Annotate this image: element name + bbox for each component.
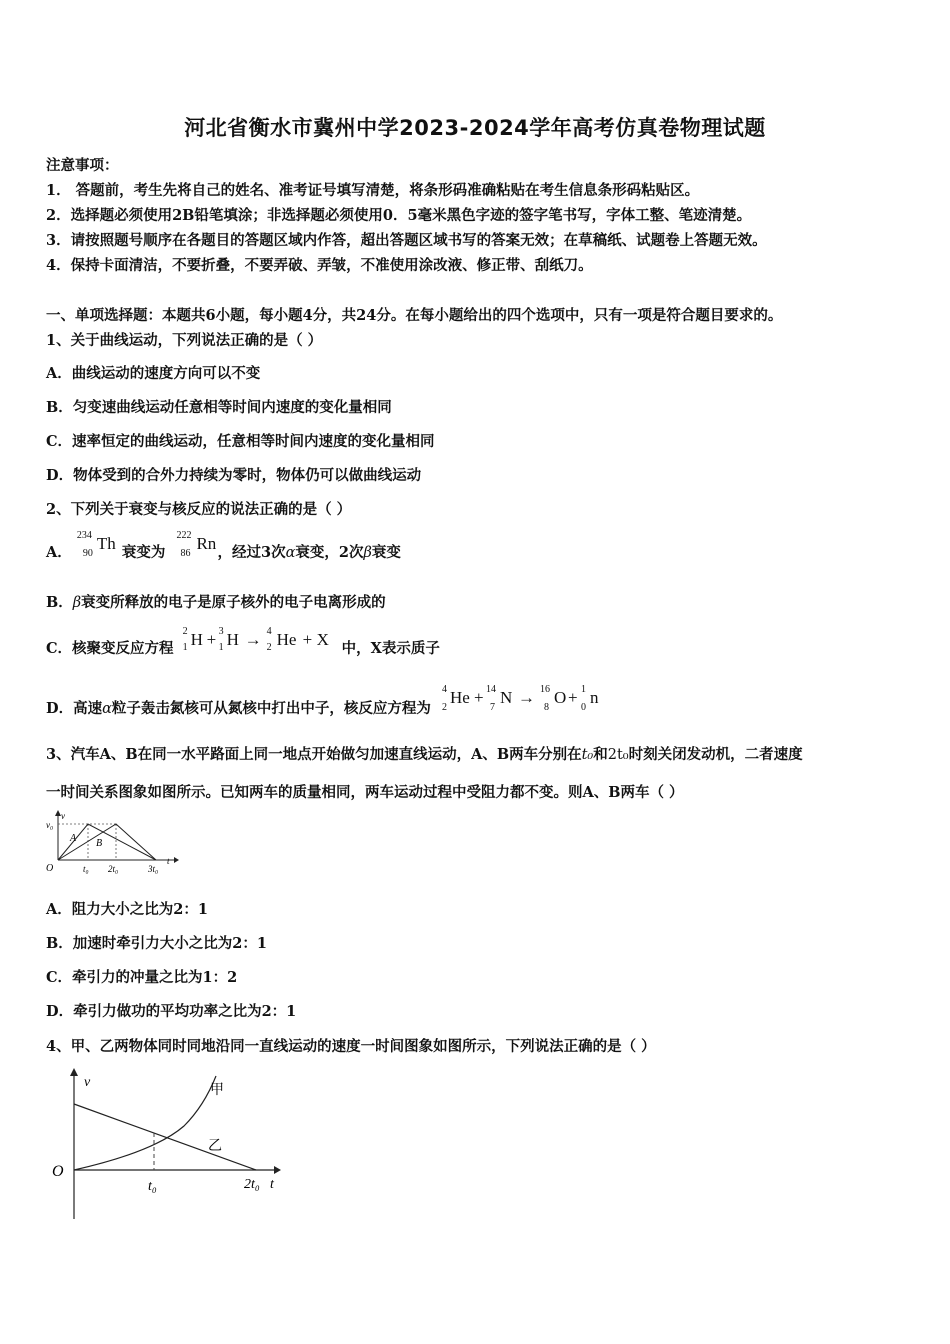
label-jia: 甲 <box>210 1083 224 1098</box>
q2-stem: 2、下列关于衰变与核反应的说法正确的是（ ） <box>46 501 352 518</box>
q4-stem: 4、甲、乙两物体同时同地沿同一直线运动的速度一时间图象如图所示，下列说法正确的是（ ） <box>46 1038 656 1055</box>
q2-option-a: A． 234 90 Th 衰变为 222 86 Rn ，经过3次α衰变，2次β衰变 <box>46 530 401 561</box>
q3-option-d: D．牵引力做功的平均功率之比为2：1 <box>46 1003 297 1020</box>
q1-option-d: D．物体受到的合外力持续为零时，物体仍可以做曲线运动 <box>46 467 422 484</box>
th-isotope: 234 90 Th <box>76 530 116 559</box>
rn-isotope: 222 86 Rn <box>176 530 217 559</box>
notice-item-3: 3．请按照题号顺序在各题目的答题区域内作答，超出答题区域书写的答案无效；在草稿纸、试题卷上答题无效。 <box>46 232 767 249</box>
tick-t0: t₀ <box>83 864 89 874</box>
label-origin: O <box>46 863 54 874</box>
q2-a-mid: 衰变为 <box>121 544 166 561</box>
curve-jia <box>74 1076 216 1170</box>
label-t: t <box>167 856 170 866</box>
q1-option-b: B．匀变速曲线运动任意相等时间内速度的变化量相同 <box>46 399 392 416</box>
section-heading: 一、单项选择题：本题共6小题，每小题4分，共24分。在每小题给出的四个选项中，只有一项是符合题目要求的。 <box>46 307 783 324</box>
label-yi: 乙 <box>208 1139 222 1154</box>
q2-option-d: D．高速α粒子轰击氮核可从氮核中打出中子，核反应方程为 4 2 He + 14 7 N → 16 8 O + 1 0 n <box>46 697 608 718</box>
beta-symbol: β <box>363 545 372 561</box>
label-v0: v₀ <box>46 820 54 830</box>
q2-option-b: B．β衰变所释放的电子是原子核外的电子电离形成的 <box>46 594 386 611</box>
notice-item-2: 2．选择题必须使用2B铅笔填涂；非选择题必须使用0．5毫米黑色字迹的签字笔书写，字体工整、笔迹清楚。 <box>46 207 752 224</box>
notice-heading: 注意事项： <box>46 157 119 174</box>
notice-item-4: 4．保持卡面清洁，不要折叠，不要弄破、弄皱，不准使用涂改液、修正带、刮纸刀。 <box>46 257 593 274</box>
label-v: v <box>61 811 65 821</box>
line-yi <box>74 1104 256 1170</box>
fusion-equation: 2 1 H + 3 1 H → 4 2 He + X <box>182 626 329 653</box>
page-title: 河北省衡水市冀州中学2023-2024学年高考仿真卷物理试题 <box>184 116 766 140</box>
q3-option-b: B．加速时牵引力大小之比为2：1 <box>46 935 267 952</box>
q3-stem-line1: 3、汽车A、B在同一水平路面上同一地点开始做匀加速直线运动，A、B两车分别在t₀和2t₀时刻关闭发动机，二者速度 <box>46 746 803 763</box>
transmutation-equation: 4 2 He + 14 7 N → 16 8 O + 1 0 n <box>441 684 599 713</box>
q1-option-a: A．曲线运动的速度方向可以不变 <box>46 365 261 382</box>
notice-item-1: 1． 答题前，考生先将自己的姓名、准考证号填写清楚，将条形码准确粘贴在考生信息条形码粘贴区。 <box>46 182 700 199</box>
q3-option-a: A．阻力大小之比为2：1 <box>46 901 208 918</box>
beta-symbol: β <box>72 595 82 611</box>
tick-2t0: 2t₀ <box>244 1177 260 1192</box>
label-a: A <box>70 833 77 844</box>
tick-2t0: 2t₀ <box>108 864 119 874</box>
label-b: B <box>96 838 103 849</box>
alpha-symbol: α <box>102 701 112 717</box>
q4-vt-graph <box>44 1064 294 1224</box>
tick-3t0: 3t₀ <box>148 864 159 874</box>
tick-t0: t₀ <box>148 1179 157 1194</box>
y-axis-arrow <box>70 1068 78 1076</box>
q1-stem: 1、关于曲线运动，下列说法正确的是（ ） <box>46 332 323 349</box>
label-t: t <box>270 1177 274 1192</box>
q3-option-c: C．牵引力的冲量之比为1：2 <box>46 969 238 986</box>
q2-option-c: C．核聚变反应方程 2 1 H + 3 1 H → 4 2 He + X 中，X表示质子 <box>46 626 440 657</box>
label-origin: O <box>52 1163 64 1180</box>
x-axis-arrow <box>274 1166 281 1174</box>
alpha-symbol: α <box>285 545 296 561</box>
q2-a-label: A． <box>46 544 72 561</box>
q3-vt-graph <box>44 808 184 876</box>
x-axis-arrow <box>174 857 179 863</box>
label-v: v <box>84 1075 91 1090</box>
q1-option-c: C．速率恒定的曲线运动，任意相等时间内速度的变化量相同 <box>46 433 435 450</box>
q3-stem-line2: 一时间关系图象如图所示。已知两车的质量相同，两车运动过程中受阻力都不变。则A、B两车（ ） <box>46 784 684 801</box>
